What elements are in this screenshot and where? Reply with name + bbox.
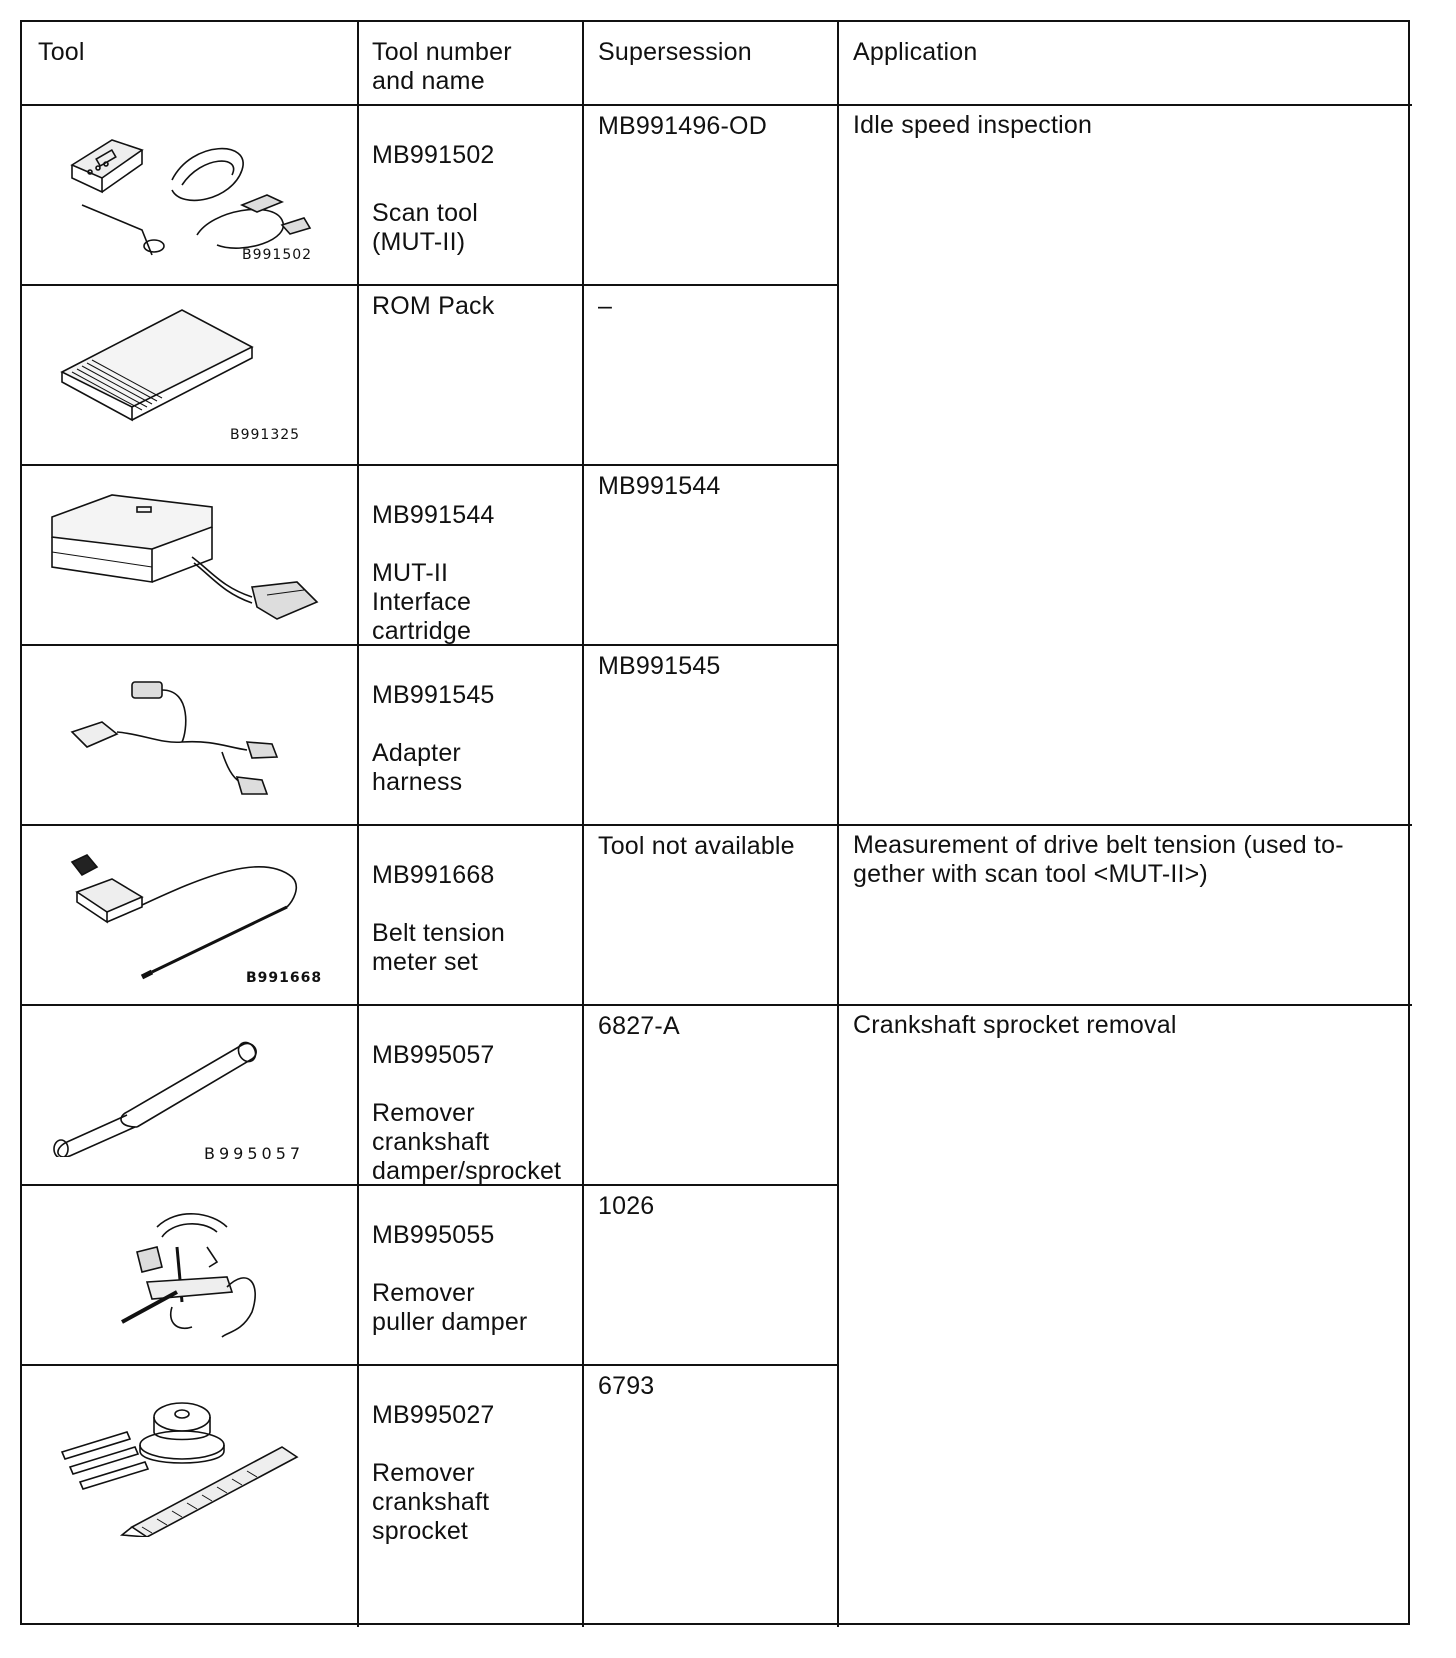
tool-number-value: MB991668 [372, 861, 495, 889]
row-divider [22, 824, 1412, 826]
rom-pack-image [52, 302, 312, 432]
tool-number [372, 1192, 527, 1366]
interface-cartridge-image [42, 487, 332, 637]
tool-number-value: MB991545 [372, 681, 495, 709]
supersession-value: 1026 [598, 1192, 655, 1220]
tool-number-value: MB995055 [372, 1221, 495, 1249]
tool-code-label: B991668 [246, 970, 323, 986]
tool-number [372, 112, 495, 286]
tool-number-value: MB991544 [372, 501, 495, 529]
tool-number-value: MB995057 [372, 1041, 495, 1069]
tool-name: Remover crankshaft damper/sprocket [372, 1099, 562, 1185]
application-belt-tension: Measurement of drive belt tension (used to- gether with scan tool <MUT-II>) [853, 831, 1344, 888]
puller-damper-image [117, 1207, 267, 1347]
supersession-value: Tool not available [598, 832, 795, 860]
header-tool-number-name: Tool number and name [372, 38, 512, 95]
column-divider [837, 22, 839, 1627]
supersession-value: – [598, 292, 613, 320]
column-divider [582, 22, 584, 1627]
supersession-value: 6827-A [598, 1012, 680, 1040]
tool-name: Adapter harness [372, 739, 463, 796]
supersession-value: MB991544 [598, 472, 721, 500]
tool-name: Remover puller damper [372, 1279, 528, 1336]
supersession-value: MB991496-OD [598, 112, 767, 140]
belt-tension-meter-image [62, 847, 322, 982]
remover-damper-sprocket-image [47, 1027, 277, 1157]
tool-number [372, 1372, 495, 1575]
tool-name: ROM Pack [372, 292, 495, 320]
tool-number [372, 832, 505, 1006]
special-tools-table [20, 20, 1410, 1625]
application-idle-speed: Idle speed inspection [853, 111, 1093, 139]
tool-number [372, 1012, 561, 1215]
remover-sprocket-image [52, 1387, 312, 1537]
header-supersession: Supersession [598, 38, 752, 66]
row-divider [22, 464, 837, 466]
tool-name: Remover crankshaft sprocket [372, 1459, 490, 1545]
tool-number-value: MB991502 [372, 141, 495, 169]
header-application: Application [853, 38, 978, 66]
supersession-value: MB991545 [598, 652, 721, 680]
row-divider [22, 1004, 1412, 1006]
application-crankshaft-sprocket: Crankshaft sprocket removal [853, 1011, 1177, 1039]
adapter-harness-image [62, 672, 312, 802]
tool-name: Belt tension meter set [372, 919, 506, 976]
tool-code-label: B995057 [204, 1144, 305, 1163]
column-divider [357, 22, 359, 1627]
tool-code-label: B991502 [242, 247, 313, 263]
tool-number [372, 472, 495, 675]
tool-name: Scan tool (MUT-II) [372, 199, 479, 256]
row-divider [22, 104, 1412, 106]
tool-number-value: MB995027 [372, 1401, 495, 1429]
tool-number [372, 652, 495, 826]
supersession-value: 6793 [598, 1372, 655, 1400]
header-tool: Tool [38, 38, 85, 66]
tool-code-label: B991325 [230, 427, 301, 443]
tool-name: MUT-II Interface cartridge [372, 559, 472, 645]
